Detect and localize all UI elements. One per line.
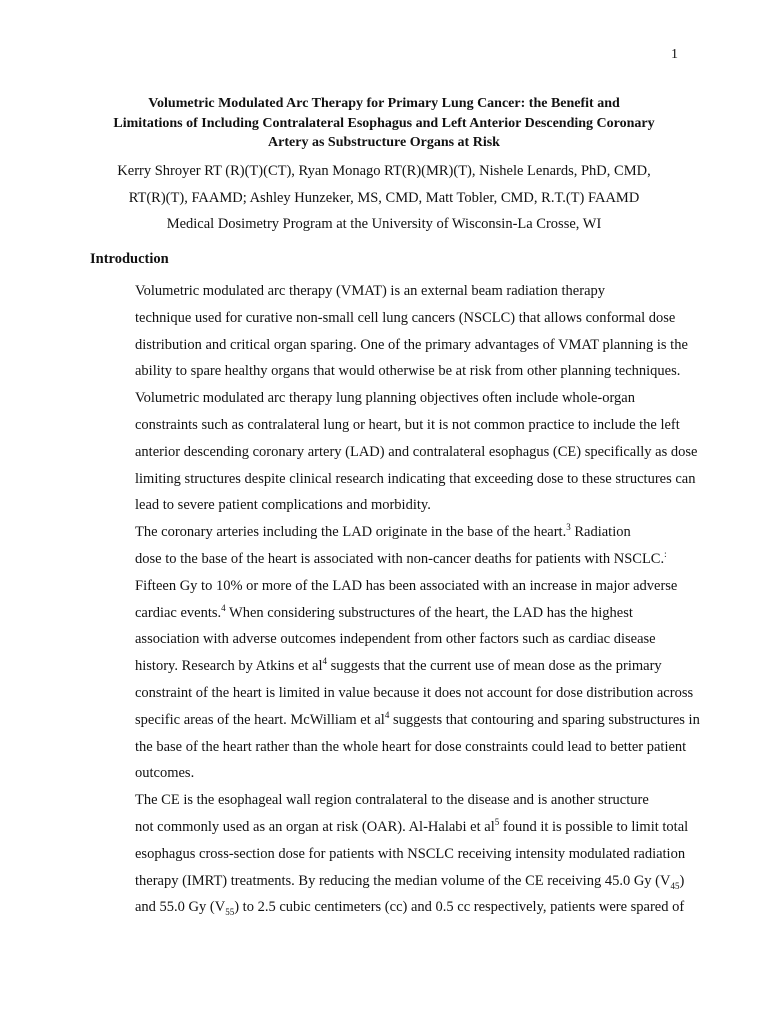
text-line: lead to severe patient complications and morbidity.	[135, 497, 431, 514]
text-line	[90, 868, 685, 895]
citation-superscript: 4	[384, 709, 390, 720]
text-line: anterior descending coronary artery (LAD) and contralateral esophagus (CE) specifically as dose	[135, 443, 698, 460]
text-run: found it is possible to limit total	[499, 818, 689, 835]
text-run: not commonly used as an organ at risk (OAR). Al-Halabi et al	[135, 818, 495, 835]
text-line: Volumetric modulated arc therapy (VMAT) is an external beam radiation therapy	[135, 283, 606, 299]
text-line	[90, 600, 680, 627]
text-line	[90, 546, 680, 573]
text-line: The CE is the esophageal wall region contralateral to the disease and is another structure	[135, 792, 649, 809]
text-line: the base of the heart rather than the whole heart for dose constraints could lead to better patient	[135, 738, 687, 755]
citation-superscript: 4	[221, 602, 226, 613]
text-line: Volumetric modulated arc therapy lung planning objectives often include whole-organ	[135, 390, 635, 407]
text-run: suggests that the current use of mean dose as the primary	[327, 658, 662, 675]
text-run: cardiac events.	[135, 604, 222, 621]
text-line: association with adverse outcomes independent from other factors such as cardiac disease	[135, 631, 656, 648]
text-run: and 55.0 Gy (V	[135, 899, 226, 916]
text-run: The coronary arteries including the LAD originate in the base of the heart.	[135, 524, 567, 541]
author-line: RT(R)(T), FAAMD; Ashley Hunzeker, MS, CMD, Matt Tobler, CMD, R.T.(T) FAAMD	[128, 189, 640, 206]
text-line: limiting structures despite clinical research indicating that exceeding dose to these structures can	[135, 470, 696, 487]
subscript: 45	[670, 880, 680, 891]
text-line	[90, 894, 685, 921]
citation-superscript: :	[664, 549, 667, 560]
text-line: constraints such as contralateral lung or heart, but it is not common practice to include the left	[135, 416, 680, 433]
subscript: 55	[225, 907, 235, 918]
title-line: Volumetric Modulated Arc Therapy for Primary Lung Cancer: the Benefit and	[148, 96, 620, 111]
author-line: Kerry Shroyer RT (R)(T)(CT), Ryan Monago RT(R)(MR)(T), Nishele Lenards, PhD, CMD,	[117, 163, 651, 179]
text-run: Radiation	[570, 524, 631, 541]
text-run: When considering substructures of the heart, the LAD has the highest	[225, 604, 633, 621]
text-line: constraint of the heart is limited in value because it does not account for dose distribution across	[135, 684, 694, 701]
text-line: esophagus cross-section dose for patients with NSCLC receiving intensity modulated radiation	[135, 845, 686, 862]
title-line: Artery as Substructure Organs at Risk	[268, 135, 500, 150]
citation-superscript: 3	[566, 522, 571, 533]
author-block	[90, 158, 678, 238]
paragraph-1	[90, 278, 698, 519]
paragraph-3	[90, 787, 689, 921]
text-line	[90, 653, 680, 680]
paper-title	[80, 94, 688, 153]
citation-superscript: 5	[494, 817, 500, 828]
text-line: ability to spare healthy organs that would otherwise be at risk from other planning techniques.	[135, 363, 681, 380]
page-number: 1	[671, 47, 678, 62]
text-line	[90, 707, 700, 734]
citation-superscript: 4	[322, 656, 328, 667]
text-line: technique used for curative non-small cell lung cancers (NSCLC) that allows conformal dose	[135, 309, 676, 326]
text-line	[90, 814, 689, 841]
affiliation-line: Medical Dosimetry Program at the University of Wisconsin-La Crosse, WI	[166, 216, 602, 232]
text-line: Fifteen Gy to 10% or more of the LAD has been associated with an increase in major adverse	[135, 577, 678, 594]
text-run: suggests that contouring and sparing substructures in	[389, 711, 700, 728]
text-run: history. Research by Atkins et al	[135, 658, 323, 675]
section-heading: Introduction	[90, 251, 169, 267]
body-text	[90, 278, 700, 921]
text-run: specific areas of the heart. McWilliam et al	[135, 711, 385, 728]
text-line	[90, 519, 680, 546]
text-run: therapy (IMRT) treatments. By reducing the median volume of the CE receiving 45.0 Gy (V	[135, 872, 671, 889]
text-line: distribution and critical organ sparing. One of the primary advantages of VMAT planning is the	[135, 336, 688, 353]
text-run: )	[679, 872, 685, 889]
text-run: dose to the base of the heart is associated with non-cancer deaths for patients with NSCLC.	[135, 550, 665, 567]
text-line: outcomes.	[135, 765, 195, 782]
paragraph-2	[90, 519, 700, 787]
title-line: Limitations of Including Contralateral Esophagus and Left Anterior Descending Coronary	[113, 115, 655, 131]
text-run: ) to 2.5 cubic centimeters (cc) and 0.5 cc respectively, patients were spared of	[234, 899, 685, 916]
